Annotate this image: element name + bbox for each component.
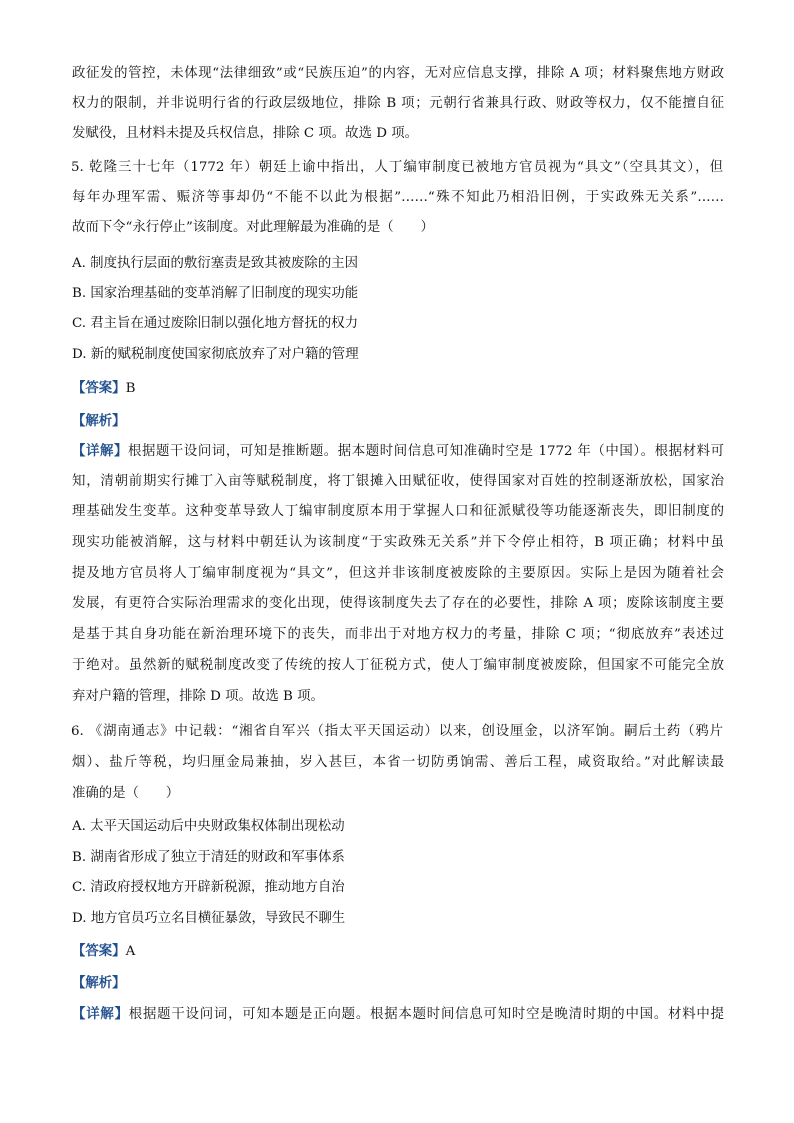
q6-option-b: B. 湖南省形成了独立于清廷的财政和军事体系 xyxy=(72,850,345,865)
q5-option-c: C. 君主旨在通过废除旧制以强化地方督抚的权力 xyxy=(72,316,359,331)
q5-detail-line: 提及地方官员将人丁编审制度视为“具文”，但这并非该制度被废除的主要原因。实际上是因为随着社会 xyxy=(72,566,724,581)
answer-label: 【答案】 xyxy=(72,943,126,959)
q6-option-a: A. 太平天国运动后中央财政集权体制出现松动 xyxy=(72,819,345,834)
detail-label: 【详解】 xyxy=(72,1006,129,1022)
q5-detail-line: 发展，有更符合实际治理需求的变化出现，使得该制度失去了存在的必要性，排除 A 项；废除该制度主要 xyxy=(72,596,724,611)
q6-analysis-heading xyxy=(72,973,724,994)
q6-answer xyxy=(72,941,724,962)
q6-stem-line: 烟）、盐斤等税，均归厘金局兼抽，岁入甚巨，本省一切防勇饷需、善后工程，咸资取给。”对此解读最 xyxy=(72,755,724,770)
q5-detail-line xyxy=(72,441,724,462)
q4-explanation-line: 权力的限制，并非说明行省的行政层级地位，排除 B 项；元朝行省兼具行政、财政等权力，仅不能擅自征 xyxy=(72,96,724,111)
q5-option-d: D. 新的赋税制度使国家彻底放弃了对户籍的管理 xyxy=(72,347,359,362)
q5-detail-line: 是基于其自身功能在新治理环境下的丧失，而非出于对地方权力的考量，排除 C 项；“彻底放弃”表述过 xyxy=(72,627,724,642)
analysis-label: 【解析】 xyxy=(72,975,126,991)
analysis-label: 【解析】 xyxy=(72,413,126,429)
q5-option-a: A. 制度执行层面的敷衍塞责是致其被废除的主因 xyxy=(72,256,358,271)
q5-detail-line: 理基础发生变革。这种变革导致人丁编审制度原本用于掌握人口和征派赋役等功能逐渐丧失，即旧制度的 xyxy=(72,504,724,519)
answer-value: B xyxy=(125,381,136,396)
answer-label: 【答案】 xyxy=(72,380,126,396)
q6-stem-line: 6. 《湖南通志》中记载：“湘省自军兴（指太平天国运动）以来，创设厘金，以济军饷。嗣后土药（鸦片 xyxy=(71,724,723,739)
q5-detail-line: 弃对户籍的管理，排除 D 项。故选 B 项。 xyxy=(72,689,324,704)
q6-option-c: C. 清政府授权地方开辟新税源，推动地方自治 xyxy=(72,880,345,895)
q4-explanation-line: 发赋役，且材料未提及兵权信息，排除 C 项。故选 D 项。 xyxy=(72,126,418,141)
q5-analysis-heading xyxy=(72,411,724,432)
q6-detail-line xyxy=(72,1004,724,1025)
q5-stem-line: 故而下令“永行停止”该制度。对此理解最为准确的是（ ） xyxy=(72,220,434,235)
q5-stem-line: 每年办理军需、赈济等事却仍“不能不以此为根据”……“殊不知此乃相沿旧例，于实政殊无关系”…… xyxy=(72,190,724,205)
q5-detail-line: 于绝对。虽然新的赋税制度改变了传统的按人丁征税方式，使人丁编审制度被废除，但国家不可能完全放 xyxy=(72,658,724,673)
q5-detail-line: 现实功能被消解，这与材料中朝廷认为该制度“于实政殊无关系”并下令停止相符，B 项正确；材料中虽 xyxy=(72,535,724,550)
q5-option-b: B. 国家治理基础的变革消解了旧制度的现实功能 xyxy=(72,286,359,301)
q5-stem-line: 5. 乾隆三十七年（1772 年）朝廷上谕中指出，人丁编审制度已被地方官员视为“具文”（空具其文），但 xyxy=(71,160,723,175)
q4-explanation-line: 政征发的管控，未体现“法律细致”或“民族压迫”的内容，无对应信息支撑，排除 A 项；材料聚焦地方财政 xyxy=(72,66,724,81)
q5-answer xyxy=(72,378,724,399)
q6-stem-line: 准确的是（ ） xyxy=(72,786,180,801)
answer-value: A xyxy=(125,944,136,959)
q6-detail-text: 根据题干设问词，可知本题是正向题。根据本题时间信息可知时空是晚清时期的中国。材料中提 xyxy=(128,1007,724,1022)
q5-detail-text: 根据题干设问词，可知是推断题。据本题时间信息可知准确时空是 1772 年（中国）。根据材料可 xyxy=(127,444,724,459)
q6-option-d: D. 地方官员巧立名目横征暴敛，导致民不聊生 xyxy=(72,911,346,926)
detail-label: 【详解】 xyxy=(72,443,128,459)
q5-detail-line: 知，清朝前期实行摊丁入亩等赋税制度，将丁银摊入田赋征收，使得国家对百姓的控制逐渐放松，国家治 xyxy=(72,474,724,489)
